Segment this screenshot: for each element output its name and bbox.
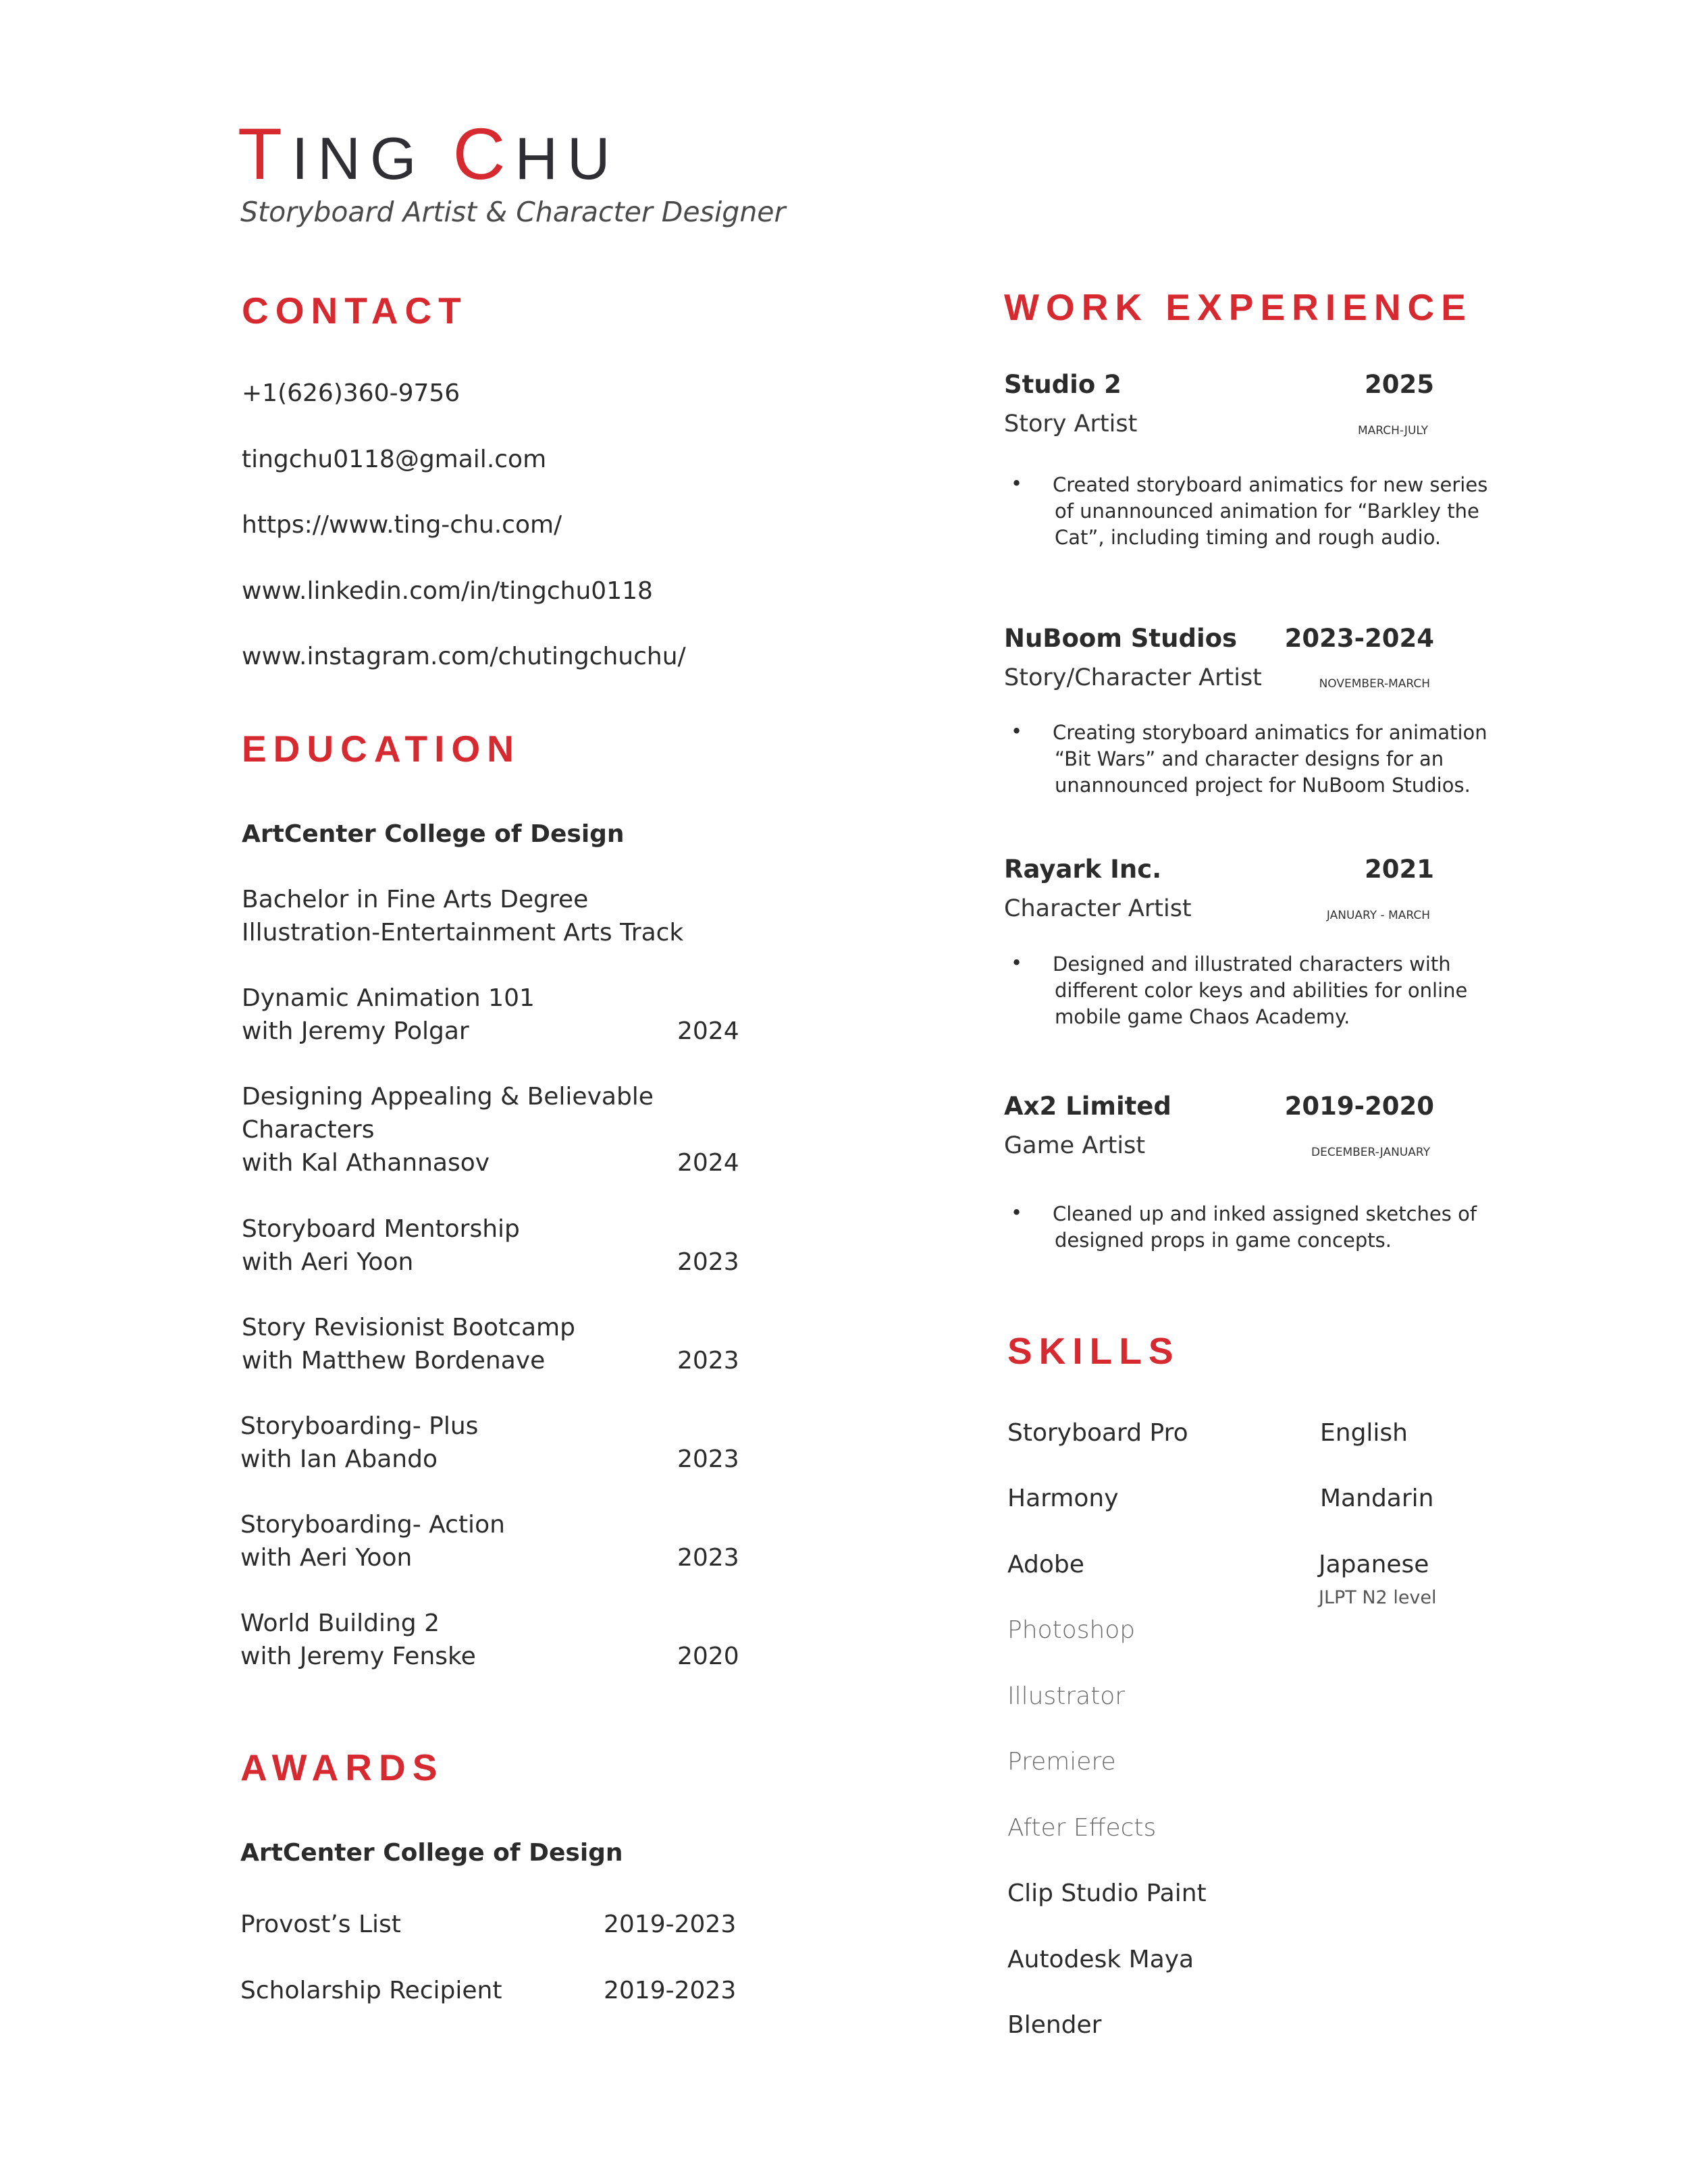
job-bullet-line: Designed and illustrated characters with bbox=[1053, 953, 1451, 976]
contact-email[interactable]: tingchu0118@gmail.com bbox=[242, 446, 547, 473]
course-year: 2023 bbox=[677, 1544, 739, 1572]
skill-subitem: Illustrator bbox=[1007, 1682, 1126, 1710]
course-title: Designing Appealing & Believable bbox=[242, 1083, 654, 1111]
course-year: 2020 bbox=[677, 1643, 739, 1670]
skill-item: Clip Studio Paint bbox=[1007, 1880, 1207, 1907]
job-months: DECEMBER-JANUARY bbox=[1311, 1146, 1430, 1159]
course-instructor: with Aeri Yoon bbox=[242, 1248, 414, 1276]
job-bullet-line: mobile game Chaos Academy. bbox=[1055, 1005, 1350, 1028]
name-title bbox=[238, 111, 620, 196]
job-months: JANUARY - MARCH bbox=[1326, 909, 1430, 922]
course-instructor: with Aeri Yoon bbox=[240, 1544, 413, 1572]
language-item: English bbox=[1320, 1419, 1408, 1447]
course-title: Story Revisionist Bootcamp bbox=[242, 1314, 575, 1341]
job-bullet-line: of unannounced animation for “Barkley the bbox=[1055, 500, 1479, 523]
job-year: 2023-2024 bbox=[1284, 624, 1434, 653]
job-year: 2019-2020 bbox=[1284, 1092, 1434, 1121]
job-bullet-line: Creating storyboard animatics for animation bbox=[1053, 721, 1487, 744]
job-role: Character Artist bbox=[1004, 895, 1192, 922]
course-title: Dynamic Animation 101 bbox=[242, 984, 535, 1012]
awards-heading: AWARDS bbox=[240, 1747, 444, 1788]
work-heading: WORK EXPERIENCE bbox=[1004, 286, 1473, 328]
course-year: 2023 bbox=[677, 1347, 739, 1375]
job-bullet-line: Cleaned up and inked assigned sketches of bbox=[1053, 1202, 1477, 1225]
name-last-rest: HU bbox=[515, 125, 620, 192]
course-title: Storyboarding- Action bbox=[240, 1511, 505, 1539]
award-label: Provost’s List bbox=[240, 1911, 401, 1938]
course-instructor: with Kal Athannasov bbox=[242, 1149, 490, 1177]
job-bullet-line: Cat”, including timing and rough audio. bbox=[1055, 526, 1442, 549]
contact-instagram[interactable]: www.instagram.com/chutingchuchu/ bbox=[242, 643, 686, 670]
job-role: Game Artist bbox=[1004, 1132, 1146, 1159]
contact-linkedin[interactable]: www.linkedin.com/in/tingchu0118 bbox=[242, 577, 653, 605]
course-title: World Building 2 bbox=[240, 1609, 440, 1637]
job-year: 2025 bbox=[1365, 370, 1434, 399]
course-year: 2024 bbox=[677, 1017, 739, 1045]
name-first-rest: ING bbox=[291, 125, 426, 192]
job-year: 2021 bbox=[1365, 855, 1434, 884]
contact-website[interactable]: https://www.ting-chu.com/ bbox=[242, 511, 562, 539]
job-bullet-line: designed props in game concepts. bbox=[1055, 1229, 1392, 1252]
bullet-dot: • bbox=[1011, 951, 1023, 974]
subtitle: Storyboard Artist & Character Designer bbox=[240, 196, 786, 228]
skill-item: Autodesk Maya bbox=[1007, 1946, 1194, 1973]
awards-school: ArtCenter College of Design bbox=[240, 1839, 623, 1867]
job-role: Story Artist bbox=[1004, 410, 1138, 437]
name-last-initial: C bbox=[452, 113, 515, 194]
award-years: 2019-2023 bbox=[604, 1977, 737, 2004]
course-year: 2023 bbox=[677, 1445, 739, 1473]
skill-item: Harmony bbox=[1007, 1485, 1119, 1512]
skill-subitem: Premiere bbox=[1007, 1748, 1116, 1776]
job-months: MARCH-JULY bbox=[1357, 424, 1428, 437]
skill-item: Storyboard Pro bbox=[1007, 1419, 1188, 1447]
bullet-dot: • bbox=[1011, 472, 1023, 495]
course-title: Storyboard Mentorship bbox=[242, 1215, 520, 1243]
course-instructor: with Matthew Bordenave bbox=[242, 1347, 546, 1375]
education-school: ArtCenter College of Design bbox=[242, 820, 625, 848]
job-company: Rayark Inc. bbox=[1004, 855, 1162, 884]
language-item: Japanese bbox=[1319, 1551, 1429, 1578]
education-degree: Bachelor in Fine Arts Degree bbox=[242, 886, 589, 913]
language-item: Mandarin bbox=[1320, 1485, 1434, 1512]
course-year: 2024 bbox=[677, 1149, 739, 1177]
job-company: Studio 2 bbox=[1004, 370, 1122, 399]
job-role: Story/Character Artist bbox=[1004, 664, 1262, 691]
language-note: JLPT N2 level bbox=[1319, 1587, 1437, 1608]
job-months: NOVEMBER-MARCH bbox=[1319, 677, 1430, 691]
course-instructor: with Jeremy Fenske bbox=[240, 1643, 476, 1670]
course-year: 2023 bbox=[677, 1248, 739, 1276]
skill-item: Adobe bbox=[1007, 1551, 1084, 1578]
contact-phone[interactable]: +1(626)360-9756 bbox=[242, 379, 460, 407]
award-label: Scholarship Recipient bbox=[240, 1977, 502, 2004]
job-bullet-line: Created storyboard animatics for new series bbox=[1053, 473, 1488, 496]
skills-heading: SKILLS bbox=[1007, 1330, 1180, 1372]
job-company: NuBoom Studios bbox=[1004, 624, 1238, 653]
name-first-initial: T bbox=[238, 113, 292, 194]
course-title-cont: Characters bbox=[242, 1116, 375, 1144]
bullet-dot: • bbox=[1011, 1201, 1023, 1224]
course-instructor: with Ian Abando bbox=[240, 1445, 438, 1473]
contact-heading: CONTACT bbox=[242, 290, 468, 331]
job-company: Ax2 Limited bbox=[1004, 1092, 1171, 1121]
award-years: 2019-2023 bbox=[604, 1911, 737, 1938]
job-bullet-line: different color keys and abilities for online bbox=[1055, 979, 1468, 1002]
bullet-dot: • bbox=[1011, 720, 1023, 743]
education-track: Illustration-Entertainment Arts Track bbox=[242, 919, 684, 947]
skill-item: Blender bbox=[1007, 2011, 1102, 2039]
course-title: Storyboarding- Plus bbox=[240, 1412, 479, 1440]
job-bullet-line: “Bit Wars” and character designs for an bbox=[1055, 747, 1444, 770]
skill-subitem: Photoshop bbox=[1007, 1616, 1136, 1644]
course-instructor: with Jeremy Polgar bbox=[242, 1017, 469, 1045]
education-heading: EDUCATION bbox=[242, 728, 521, 770]
job-bullet-line: unannounced project for NuBoom Studios. bbox=[1055, 774, 1471, 797]
skill-subitem: After Effects bbox=[1007, 1814, 1157, 1842]
